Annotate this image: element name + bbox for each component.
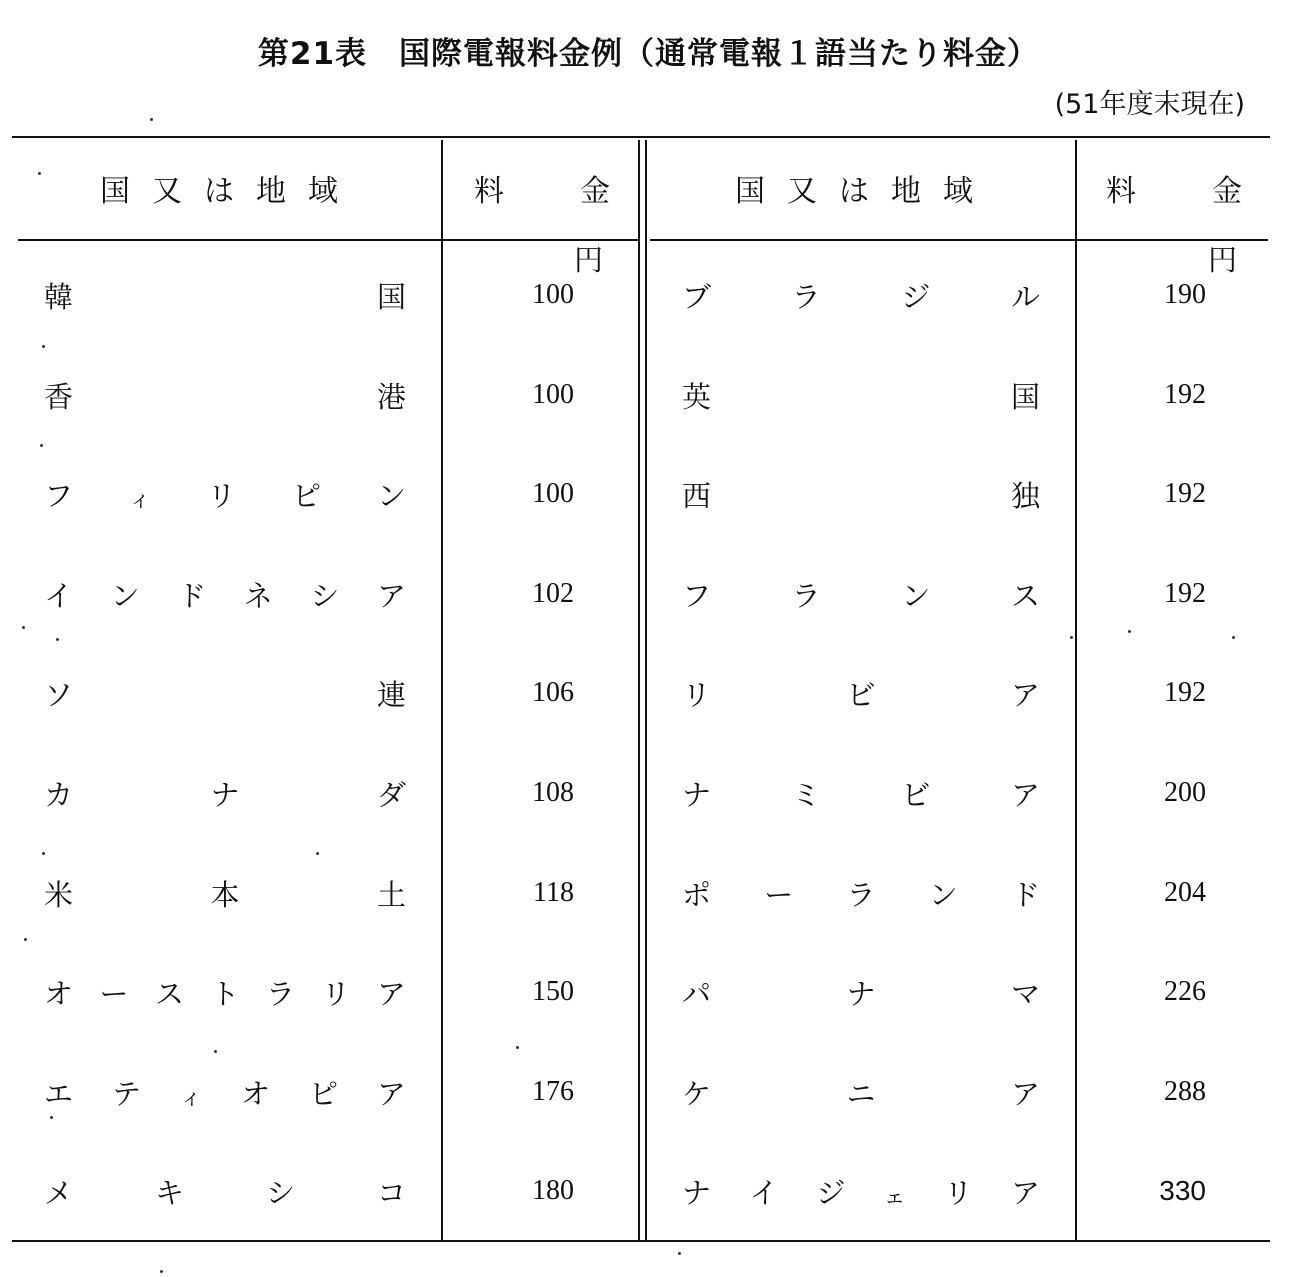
scan-speck xyxy=(516,1046,519,1049)
header-rule-left xyxy=(18,239,638,241)
scan-speck xyxy=(316,852,319,855)
header-fee-right-char1: 料 xyxy=(1106,174,1136,209)
right-region-name: ナ ミ ビ ア xyxy=(682,777,1040,812)
right-region-name: ポ ー ラ ン ド xyxy=(682,877,1040,912)
left-fee-value: 118 xyxy=(533,877,574,908)
right-fee-value: 226 xyxy=(1164,976,1206,1007)
right-fee-value: 192 xyxy=(1164,478,1206,509)
as-of-note: (51年度末現在) xyxy=(1054,89,1245,120)
left-region-name: 韓 国 xyxy=(44,279,406,314)
scan-speck xyxy=(56,638,59,641)
right-region-name: ブ ラ ジ ル xyxy=(682,279,1040,314)
left-region-name: 米 本 土 xyxy=(44,877,406,912)
left-region-name: メ キ シ コ xyxy=(44,1175,406,1210)
header-fee-right xyxy=(1106,170,1242,214)
right-region-name: ケ ニ ア xyxy=(682,1076,1040,1111)
right-fee-value: 192 xyxy=(1164,677,1206,708)
header-fee-right-char2: 金 xyxy=(1212,174,1242,209)
scan-speck xyxy=(150,118,153,121)
left-region-name: ソ 連 xyxy=(44,677,406,712)
right-region-name: ナ イ ジ ェ リ ア xyxy=(682,1175,1040,1210)
left-fee-value: 150 xyxy=(532,976,574,1007)
unit-yen-right: 円 xyxy=(1208,243,1238,277)
scan-speck xyxy=(38,172,41,175)
scan-speck xyxy=(678,1252,681,1255)
bottom-rule xyxy=(12,1240,1270,1242)
left-region-name: カ ナ ダ xyxy=(44,777,406,812)
header-fee-left-char1: 料 xyxy=(474,174,504,209)
scan-speck xyxy=(24,938,27,941)
right-fee-value: 330 xyxy=(1159,1175,1206,1206)
left-region-name: オ ー ス ト ラ リ ア xyxy=(44,976,406,1011)
right-fee-value: 200 xyxy=(1164,777,1206,808)
header-region-left: 国又は地域 xyxy=(100,174,360,209)
right-region-name: フ ラ ン ス xyxy=(682,578,1040,613)
left-fee-value: 102 xyxy=(532,578,574,609)
header-fee-left xyxy=(474,170,610,214)
left-region-name: エ テ ィ オ ピ ア xyxy=(44,1076,406,1111)
table-title: 第21表 国際電報料金例（通常電報１語当たり料金） xyxy=(257,36,1040,72)
right-fee-value: 288 xyxy=(1164,1076,1206,1107)
scan-speck xyxy=(1232,636,1235,639)
right-region-name: 西 独 xyxy=(682,478,1040,513)
left-fee-value: 100 xyxy=(532,279,574,310)
scan-speck xyxy=(22,626,25,629)
left-region-name: フ ィ リ ピ ン xyxy=(44,478,406,513)
left-fee-value: 176 xyxy=(532,1076,574,1107)
left-fee-value: 100 xyxy=(532,379,574,410)
top-rule xyxy=(12,136,1270,138)
right-region-name: 英 国 xyxy=(682,379,1040,414)
left-region-name: 香 港 xyxy=(44,379,406,414)
header-rule-right xyxy=(650,239,1268,241)
right-fee-value: 204 xyxy=(1164,877,1206,908)
scan-speck xyxy=(1128,630,1131,633)
right-fee-value: 192 xyxy=(1164,578,1206,609)
left-fee-value: 180 xyxy=(532,1175,574,1206)
left-fee-value: 100 xyxy=(532,478,574,509)
scan-speck xyxy=(214,1050,217,1053)
scan-speck xyxy=(40,444,43,447)
scan-speck xyxy=(160,1270,163,1273)
right-fee-value: 192 xyxy=(1164,379,1206,410)
right-fee-value: 190 xyxy=(1164,279,1206,310)
center-double-rule-b xyxy=(645,140,647,1240)
scan-speck xyxy=(42,852,45,855)
scan-speck xyxy=(1070,636,1073,639)
unit-yen-left: 円 xyxy=(574,243,604,277)
header-region-right: 国又は地域 xyxy=(735,174,995,209)
scan-speck xyxy=(50,1116,53,1119)
left-column-divider xyxy=(441,140,443,240)
right-region-name: リ ビ ア xyxy=(682,677,1040,712)
header-fee-left-char2: 金 xyxy=(580,174,610,209)
scan-speck xyxy=(42,345,45,348)
right-region-name: パ ナ マ xyxy=(682,976,1040,1011)
center-double-rule-a xyxy=(638,140,640,1240)
left-region-name: イ ン ド ネ シ ア xyxy=(44,578,406,613)
left-fee-value: 106 xyxy=(532,677,574,708)
left-fee-value: 108 xyxy=(532,777,574,808)
